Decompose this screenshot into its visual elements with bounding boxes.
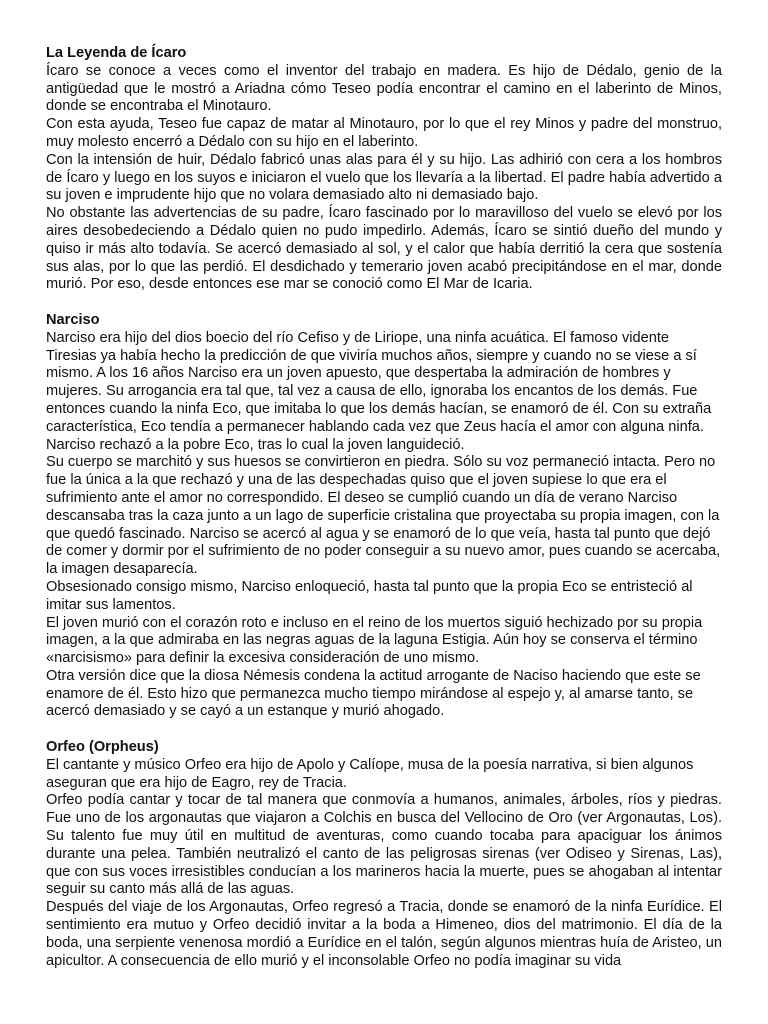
paragraph: Narciso era hijo del dios boecio del río Cefiso y de Liriope, una ninfa acuática. El famoso vidente Tiresias ya había hecho la predicción de que viviría muchos años, siempre y cuando no se viese a sí mismo. A los 16 años Narciso era un joven apuesto, que despertaba la admiración de hombres y mujeres. Su arrogancia era tal que, tal vez a causa de ello, ignoraba los encantos de los demás. Fue entonces cuando la ninfa Eco, que imitaba lo que los demás hacían, se enamoró de él. Con su extraña característica, Eco tendía a permanecer hablando cada vez que Zeus hacía el amor con alguna ninfa. Narciso rechazó a la pobre Eco, tras lo cual la joven languideció.	[46, 329, 712, 453]
section-orfeo	[46, 739, 722, 970]
paragraph: Otra versión dice que la diosa Némesis condena la actitud arrogante de Naciso haciendo que este se enamore de él. Esto hizo que permanezca mucho tiempo mirándose al espejo y, al amarse tanto, se acercó demasiado y se cayó a un estanque y murió ahogado.	[46, 667, 701, 720]
section-narciso	[46, 312, 722, 721]
section-title: La Leyenda de Ícaro	[46, 45, 187, 61]
paragraph: Con la intensión de huir, Dédalo fabricó unas alas para él y su hijo. Las adhirió con cera a los hombros de Ícaro y luego en los suyos e iniciaron el vuelo que los llevaría a la libertad. El padre había advertido a su joven e imprudente hijo que no volara demasiado alto ni demasiado bajo.	[46, 151, 722, 204]
paragraph: Su cuerpo se marchitó y sus huesos se convirtieron en piedra. Sólo su voz permaneció intacta. Pero no fue la única a la que rechazó y una de las despechadas quiso que el joven supiese lo que era el sufrimiento ante el amor no correspondido. El deseo se cumplió cuando un día de verano Narciso descansaba tras la caza junto a un lago de superficie cristalina que proyectaba su propia imagen, con la que quedó fascinado. Narciso se acercó al agua y se enamoró de lo que veía, hasta tal punto que dejó de comer y dormir por el sufrimiento de no poder conseguir a su nuevo amor, pues cuando se acercaba, la imagen desaparecía.	[46, 454, 721, 578]
section-icaro	[46, 45, 722, 294]
paragraph: Con esta ayuda, Teseo fue capaz de matar al Minotauro, por lo que el rey Minos y padre del monstruo, muy molesto encerró a Dédalo con su hijo en el laberinto.	[46, 116, 722, 150]
paragraph: No obstante las advertencias de su padre, Ícaro fascinado por lo maravilloso del vuelo se elevó por los aires desobedeciendo a Dédalo quien no pudo impedirlo. Además, Ícaro se sintió dueño del mundo y quiso ir más alto todavía. Se acercó demasiado al sol, y el calor que había derritió la cera que sostenía sus alas, por lo que las perdió. El desdichado y temerario joven acabó precipitándose en el mar, donde murió. Por eso, desde entonces ese mar se conoció como El Mar de Icaria.	[46, 205, 722, 293]
paragraph: Obsesionado consigo mismo, Narciso enloqueció, hasta tal punto que la propia Eco se entristeció al imitar sus lamentos.	[46, 578, 693, 613]
paragraph: El cantante y músico Orfeo era hijo de Apolo y Calíope, musa de la poesía narrativa, si bien algunos aseguran que era hijo de Eagro, rey de Tracia.	[46, 756, 694, 791]
section-title: Orfeo (Orpheus)	[46, 739, 159, 756]
document-page	[46, 45, 722, 988]
paragraph: Ícaro se conoce a veces como el inventor del trabajo en madera. Es hijo de Dédalo, genio de la antigüedad que le mostró a Ariadna cómo Teseo podía encontrar el camino en el laberinto de Minos, donde se encontraba el Minotauro.	[46, 62, 722, 115]
paragraph: Después del viaje de los Argonautas, Orfeo regresó a Tracia, donde se enamoró de la ninfa Eurídice. El sentimiento era mutuo y Orfeo decidió invitar a la boda a Himeneo, dios del matrimonio. El día de la boda, una serpiente venenosa mordió a Eurídice en el talón, según algunos mientras huía de Aristeo, un apicultor. A consecuencia de ello murió y el inconsolable Orfeo no podía imaginar su vida	[46, 899, 722, 969]
paragraph: Orfeo podía cantar y tocar de tal manera que conmovía a humanos, animales, árboles, ríos y piedras. Fue uno de los argonautas que viajaron a Colchis en busca del Vellocino de Oro (ver Argonautas, Los). Su talento fue muy útil en multitud de aventuras, como cuando tocaba para apaciguar los ánimos durante una pelea. También neutralizó el canto de las peligrosas sirenas (ver Odiseo y Sirenas, Las), que con sus voces irresistibles conducían a los marineros hacia la muerte, pues se ahogaban al intentar seguir su canto más allá de las aguas.	[46, 792, 722, 898]
paragraph: El joven murió con el corazón roto e incluso en el reino de los muertos siguió hechizado por su propia imagen, a la que admiraba en las negras aguas de la laguna Estigia. Aún hoy se conserva el término «narcisismo» para definir la excesiva consideración de uno mismo.	[46, 614, 703, 667]
section-title: Narciso	[46, 311, 100, 328]
